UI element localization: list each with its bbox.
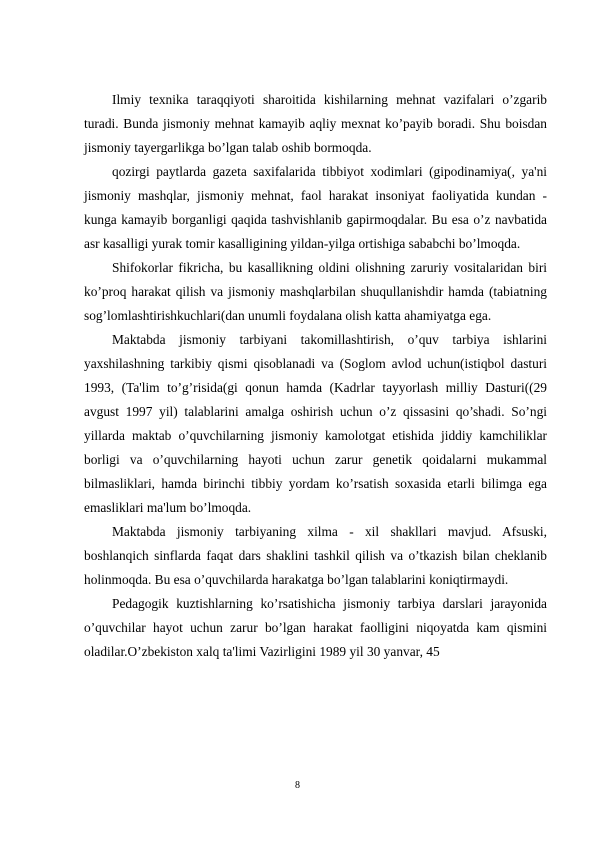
paragraph-6: Pedagogik kuztishlarning ko’rsatishicha jismoniy tarbiya darslari jarayonida o’quvchilar hayot uchun zarur bo’lgan harakat faolligini niqoyatda kam qismini oladilar.O’zbekiston xalq ta'limi Vazirligini 1989 yil 30 yanvar, 45	[84, 596, 547, 659]
paragraph-4: Maktabda jismoniy tarbiyani takomillashtirish, o’quv tarbiya ishlarini yaxshilashning tarkibiy qismi qisoblanadi va (Soglom avlod uchun(istiqbol dasturi 1993, (Ta'lim to’g’risida(gi qonun hamda (Kadrlar tayyorlash milliy Dasturi((29 avgust 1997 yil) talablarini amalga oshirish uchun o’z qissasini qo’shadi. So’ngi yillarda maktab o’quvchilarning jismoniy kamolotgat etishida jiddiy kamchiliklar borligi va o’quvchilarning hayoti uchun zarur genetik qoidalarni mukammal bilmasliklari, hamda birinchi tibbiy yordam ko’rsatish soxasida etarli bilimga ega emasliklari ma'lum bo’lmoqda.	[84, 332, 547, 515]
body-text	[84, 88, 547, 664]
paragraph-1: Ilmiy texnika taraqqiyoti sharoitida kishilarning mehnat vazifalari o’zgarib turadi. Bunda jismoniy mehnat kamayib aqliy mexnat ko’payib boradi. Shu boisdan jismoniy tayergarlikga bo’lgan talab oshib bormoqda.	[84, 92, 547, 155]
paragraph-2: qozirgi paytlarda gazeta saxifalarida tibbiyot xodimlari (gipodinamiya(, ya'ni jismoniy mashqlar, jismoniy mehnat, faol harakat insoniyat faoliyatida kundan - kunga kamayib borganligi qaqida tashvishlanib gapirmoqdalar. Bu esa o’z navbatida asr kasalligi yurak tomir kasalligining yildan-yilga ortishiga sababchi bo’lmoqda.	[84, 164, 547, 251]
page-number: 8	[295, 780, 300, 791]
paragraph-5: Maktabda jismoniy tarbiyaning xilma - xil shakllari mavjud. Afsuski, boshlanqich sinflarda faqat dars shaklini tashkil qilish va o’tkazish bilan cheklanib holinmoqda. Bu esa o’quvchilarda harakatga bo’lgan talablarini koniqtirmaydi.	[84, 524, 547, 587]
paragraph-3: Shifokorlar fikricha, bu kasallikning oldini olishning zaruriy vositalaridan biri ko’proq harakat qilish va jismoniy mashqlarbilan shuqullanishdir hamda (tabiatning sog’lomlashtirishkuchlari(dan unumli foydalana olish katta ahamiyatga ega.	[84, 260, 547, 323]
